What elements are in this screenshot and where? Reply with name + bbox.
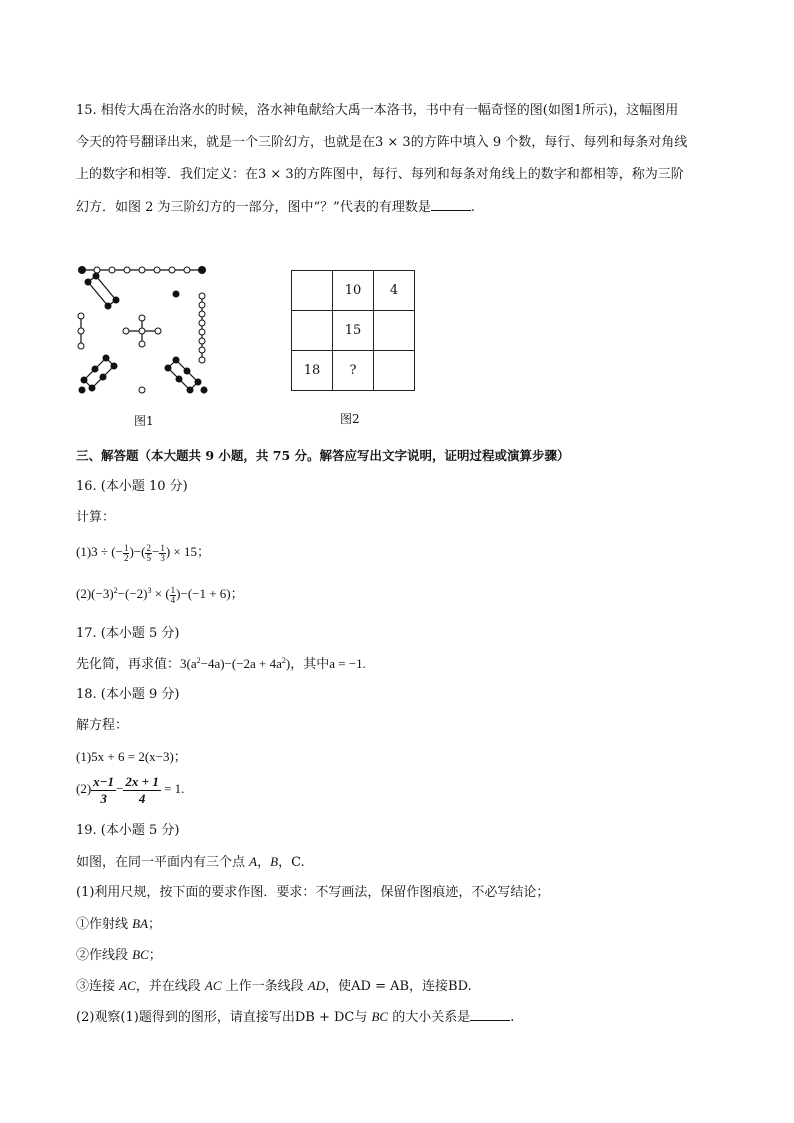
q16-p1-suffix: ) × 15；: [165, 544, 210, 559]
fig1-caption: 图1: [134, 414, 154, 428]
segment-ac: AC: [119, 978, 136, 993]
denominator: 5: [146, 552, 151, 563]
fig2-caption: 图2: [340, 412, 360, 426]
ray-ba: BA: [132, 916, 149, 931]
numerator: 1: [170, 584, 176, 595]
q16-part2: [76, 582, 244, 606]
q15-line2: 今天的符号翻译出来，就是一个三阶幻方，也就是在3 × 3的方阵中填入 9 个数，每行、每列和每条对角线: [76, 135, 688, 150]
grid-row: [292, 311, 415, 351]
numerator: 1: [123, 542, 129, 553]
grid-row: [292, 351, 415, 391]
q19-header: 19. (本小题 5 分): [76, 823, 180, 838]
q15-line4-end: .: [470, 200, 475, 215]
exponent: 2: [113, 586, 118, 595]
segment-bc: BC: [371, 1009, 389, 1024]
step3-text-d: ，使AD = AB，连接BD.: [325, 979, 472, 994]
exponent: 3: [147, 586, 152, 595]
q16-p2-b: −(−2): [117, 586, 148, 601]
grid-cell: [374, 351, 415, 391]
comma: ，: [257, 855, 271, 870]
q16-p2-d: )−(−1 + 6)；: [176, 586, 244, 601]
q16-p2-a: (2)(−3): [76, 586, 114, 601]
q18-p2-suffix: = 1.: [160, 781, 185, 796]
q19-intro-a: 如图，在同一平面内有三个点: [76, 855, 250, 870]
denominator: 3: [160, 552, 165, 563]
exponent: 2: [196, 656, 201, 665]
q16-p1-mid: )−(: [129, 544, 146, 559]
grid-cell: [374, 311, 415, 351]
segment-bc: BC: [132, 947, 149, 962]
section-title: 三、解答题（本大题共 9 小题，共 75 分。解答应写出文字说明，证明过程或演算步骤）: [76, 448, 570, 463]
minus: −: [116, 781, 124, 796]
q16-part1: [76, 540, 210, 564]
point-a: A: [249, 854, 258, 869]
q18-intro: 解方程：: [76, 718, 129, 733]
q19-p2-end: .: [510, 1010, 515, 1025]
grid-cell: [292, 271, 333, 311]
answer-blank: [470, 1008, 510, 1021]
step3-text-b: ，并在线段: [135, 979, 205, 994]
fraction: [123, 774, 160, 807]
grid-cell: 10: [333, 271, 374, 311]
segment-ac: AC: [204, 978, 222, 993]
q16-p2-c: × (: [151, 586, 170, 601]
q18-part2: [76, 772, 184, 807]
q15-line3: 上的数字和相等．我们定义：在3 × 3的方阵图中，每行、每列和每条对角线上的数字和都相等，称为三阶: [76, 167, 684, 182]
q19-step1: [76, 915, 161, 934]
luoshu-figure: [72, 262, 214, 398]
magic-square-grid: [291, 270, 415, 391]
step3-text-a: ③连接: [76, 979, 120, 994]
q19-part1: (1)利用尺规，按下面的要求作图．要求：不写画法，保留作图痕迹，不必写结论；: [76, 885, 550, 900]
grid-cell: [292, 311, 333, 351]
denominator: 2: [123, 552, 129, 563]
q18-part1: (1)5x + 6 = 2(x−3)；: [76, 749, 187, 764]
point-b: B: [270, 854, 279, 869]
step3-text-c: 上作一条线段: [221, 979, 308, 994]
q17-header: 17. (本小题 5 分): [76, 626, 180, 641]
grid-cell: 15: [333, 311, 374, 351]
step2-text: ②作线段: [76, 948, 133, 963]
q16-intro: 计算：: [76, 510, 116, 525]
q15-line1: 15. 相传大禹在治洛水的时候，洛水神龟献给大禹一本洛书，书中有一幅奇怪的图(如图1所示)，这幅图用: [76, 103, 679, 118]
q19-intro: [76, 853, 305, 872]
q17-text-a: 先化简，再求值：3(a: [76, 656, 197, 671]
q17-text-b: −4a)−(−2a + 4a: [200, 656, 282, 671]
q18-header: 18. (本小题 9 分): [76, 687, 180, 702]
q16-header: 16. (本小题 10 分): [76, 479, 188, 494]
answer-blank: [431, 198, 471, 211]
denominator: 4: [138, 790, 146, 806]
numerator: 1: [160, 542, 165, 553]
fraction: [91, 774, 116, 807]
q16-p1-prefix: (1)3 ÷ (−: [76, 544, 123, 559]
step1-text: ①作射线: [76, 917, 133, 932]
grid-cell: 18: [292, 351, 333, 391]
q15-line4-text: 幻方．如图 2 为三阶幻方的一部分，图中“？”代表的有理数是: [76, 200, 431, 215]
q19-step2: [76, 946, 162, 965]
segment-ad: AD: [307, 978, 326, 993]
exponent: 2: [281, 656, 286, 665]
q19-p2-text-a: (2)观察(1)题得到的图形，请直接写出DB + DC与: [76, 1010, 372, 1025]
q17-text-c: )，其中a = −1.: [285, 656, 366, 671]
q18-p2-prefix: (2): [76, 781, 92, 796]
numerator: 2: [146, 542, 151, 553]
q19-step3: [76, 977, 472, 996]
grid-row: [292, 271, 415, 311]
step1-end: ；: [148, 917, 162, 932]
q19-part2: [76, 1008, 514, 1027]
q15-line4: [76, 198, 475, 217]
step2-end: ；: [148, 948, 162, 963]
numerator: x−1: [93, 773, 115, 789]
q19-intro-b: ，C.: [278, 855, 305, 870]
grid-cell: ?: [333, 351, 374, 391]
minus: −: [151, 544, 160, 559]
q19-p2-text-b: 的大小关系是: [388, 1010, 471, 1025]
q17-text: [76, 655, 366, 673]
numerator: 2x + 1: [125, 773, 159, 789]
denominator: 3: [100, 790, 107, 806]
grid-cell: 4: [374, 271, 415, 311]
denominator: 4: [170, 594, 176, 605]
